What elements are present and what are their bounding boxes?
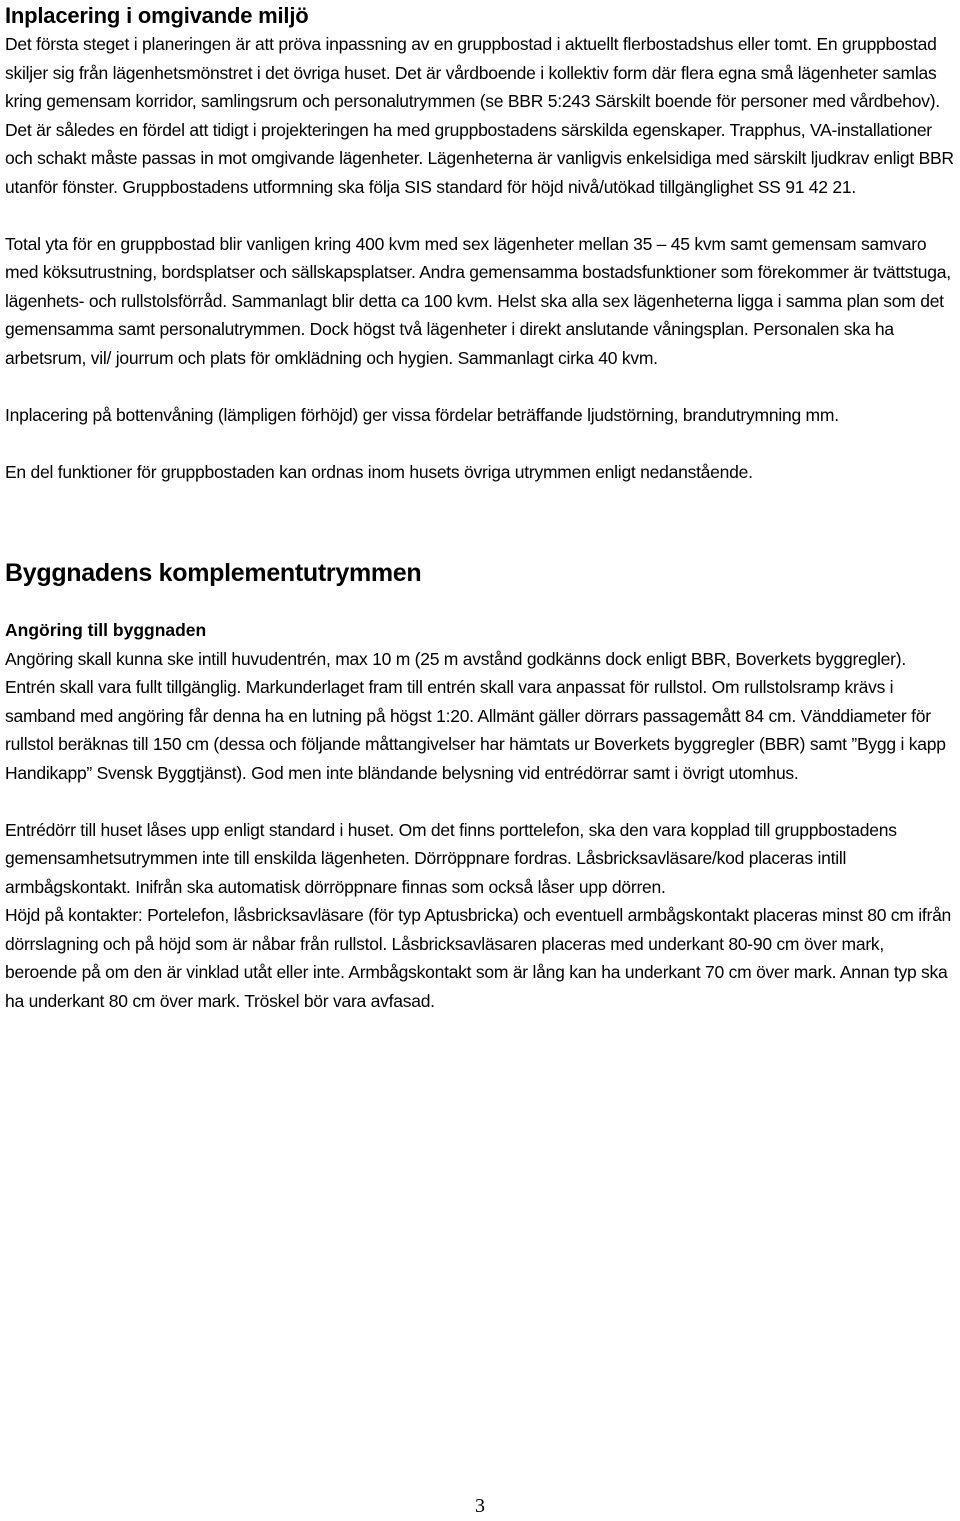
section-title-inplacering: Inplacering i omgivande miljö [5,3,309,28]
paragraph-kontakter: Höjd på kontakter: Portelefon, låsbricksavläsare (för typ Aptusbricka) och eventuell armbågskontakt placeras minst 80 cm ifrån dörrslagning och på höjd som är nåbar från rullstol. Låsbricksavläsaren placeras med underkant 80-90 cm över mark, beroende på om den är vinklad utåt eller inte. Armbågskontakt som är lång kan ha underkant 70 cm över mark. Annan typ ska ha underkant 80 cm över mark. Tröskel bör vara avfasad. [5,905,952,1011]
page-number: 3 [475,1495,485,1517]
page-content [5,2,955,1015]
paragraph-angoring: Angöring skall kunna ske intill huvudentrén, max 10 m (25 m avstånd godkänns dock enligt BBR, Boverkets byggregler). Entrén skall vara fullt tillgänglig. Markunderlaget fram till entrén skall vara anpassat för rullstol. Om rullstolsramp krävs i samband med angöring får denna ha en lutning på högst 1:20. Allmänt gäller dörrars passagemått 84 cm. Vänddiameter för rullstol beräknas till 150 cm (dessa och följande måttangivelser har hämtats ur Boverkets byggregler (BBR) samt ”Bygg i kapp Handikapp” Svensk Byggtjänst). God men inte bländande belysning vid entrédörrar samt i övrigt utomhus. [5,648,946,783]
section-title-komplementutrymmen: Byggnadens komplementutrymmen [5,559,422,587]
paragraph-total-yta: Total yta för en gruppbostad blir vanligen kring 400 kvm med sex lägenheter mellan 35 – 45 kvm samt gemensam samvaro med köksutrustning, bordsplatser och sällskapsplatser. Andra gemensamma bostadsfunktioner som förekommer är tvättstuga, lägenhets- och rullstolsförråd. Sammanlagt blir detta ca 100 kvm. Helst ska alla sex lägenheterna ligga i samma plan som det gemensamma samt personalutrymmen. Dock högst två lägenheter i direkt anslutande våningsplan. Personalen ska ha arbetsrum, vil/ jourrum och plats för omklädning och hygien. Sammanlagt cirka 40 kvm. [5,233,951,368]
paragraph-bottenvaning: Inplacering på bottenvåning (lämpligen förhöjd) ger vissa fördelar beträffande ljudstörning, brandutrymning mm. [5,404,839,425]
paragraph-planering: Det första steget i planeringen är att pröva inpassning av en gruppbostad i aktuellt flerbostadshus eller tomt. En gruppbostad skiljer sig från lägenhetsmönstret i det övriga huset. Det är vårdboende i kollektiv form där flera egna små lägenheter samlas kring gemensam korridor, samlingsrum och personalutrymmen (se BBR 5:243 Särskilt boende för personer med vårdbehov). Det är således en fördel att tidigt i projekteringen ha med gruppbostadens särskilda egenskaper. Trapphus, VA-installationer och schakt måste passas in mot omgivande lägenheter. Lägenheterna är vanligvis enkelsidiga med särskilt ljudkrav enligt BBR utanför fönster. Gruppbostadens utformning ska följa SIS standard för höjd nivå/utökad tillgänglighet SS 91 42 21. [5,34,954,197]
subheading-angoring: Angöring till byggnaden [5,620,207,640]
paragraph-entredorr: Entrédörr till huset låses upp enligt standard i huset. Om det finns porttelefon, ska den vara kopplad till gruppbostadens gemensamhetsutrymmen inte till enskilda lägenheten. Dörröppnare fordras. Låsbricksavläsare/kod placeras intill armbågskontakt. Inifrån ska automatisk dörröppnare finnas som också låser upp dörren. [5,819,897,897]
paragraph-funktioner: En del funktioner för gruppbostaden kan ordnas inom husets övriga utrymmen enligt nedanstående. [5,461,753,482]
